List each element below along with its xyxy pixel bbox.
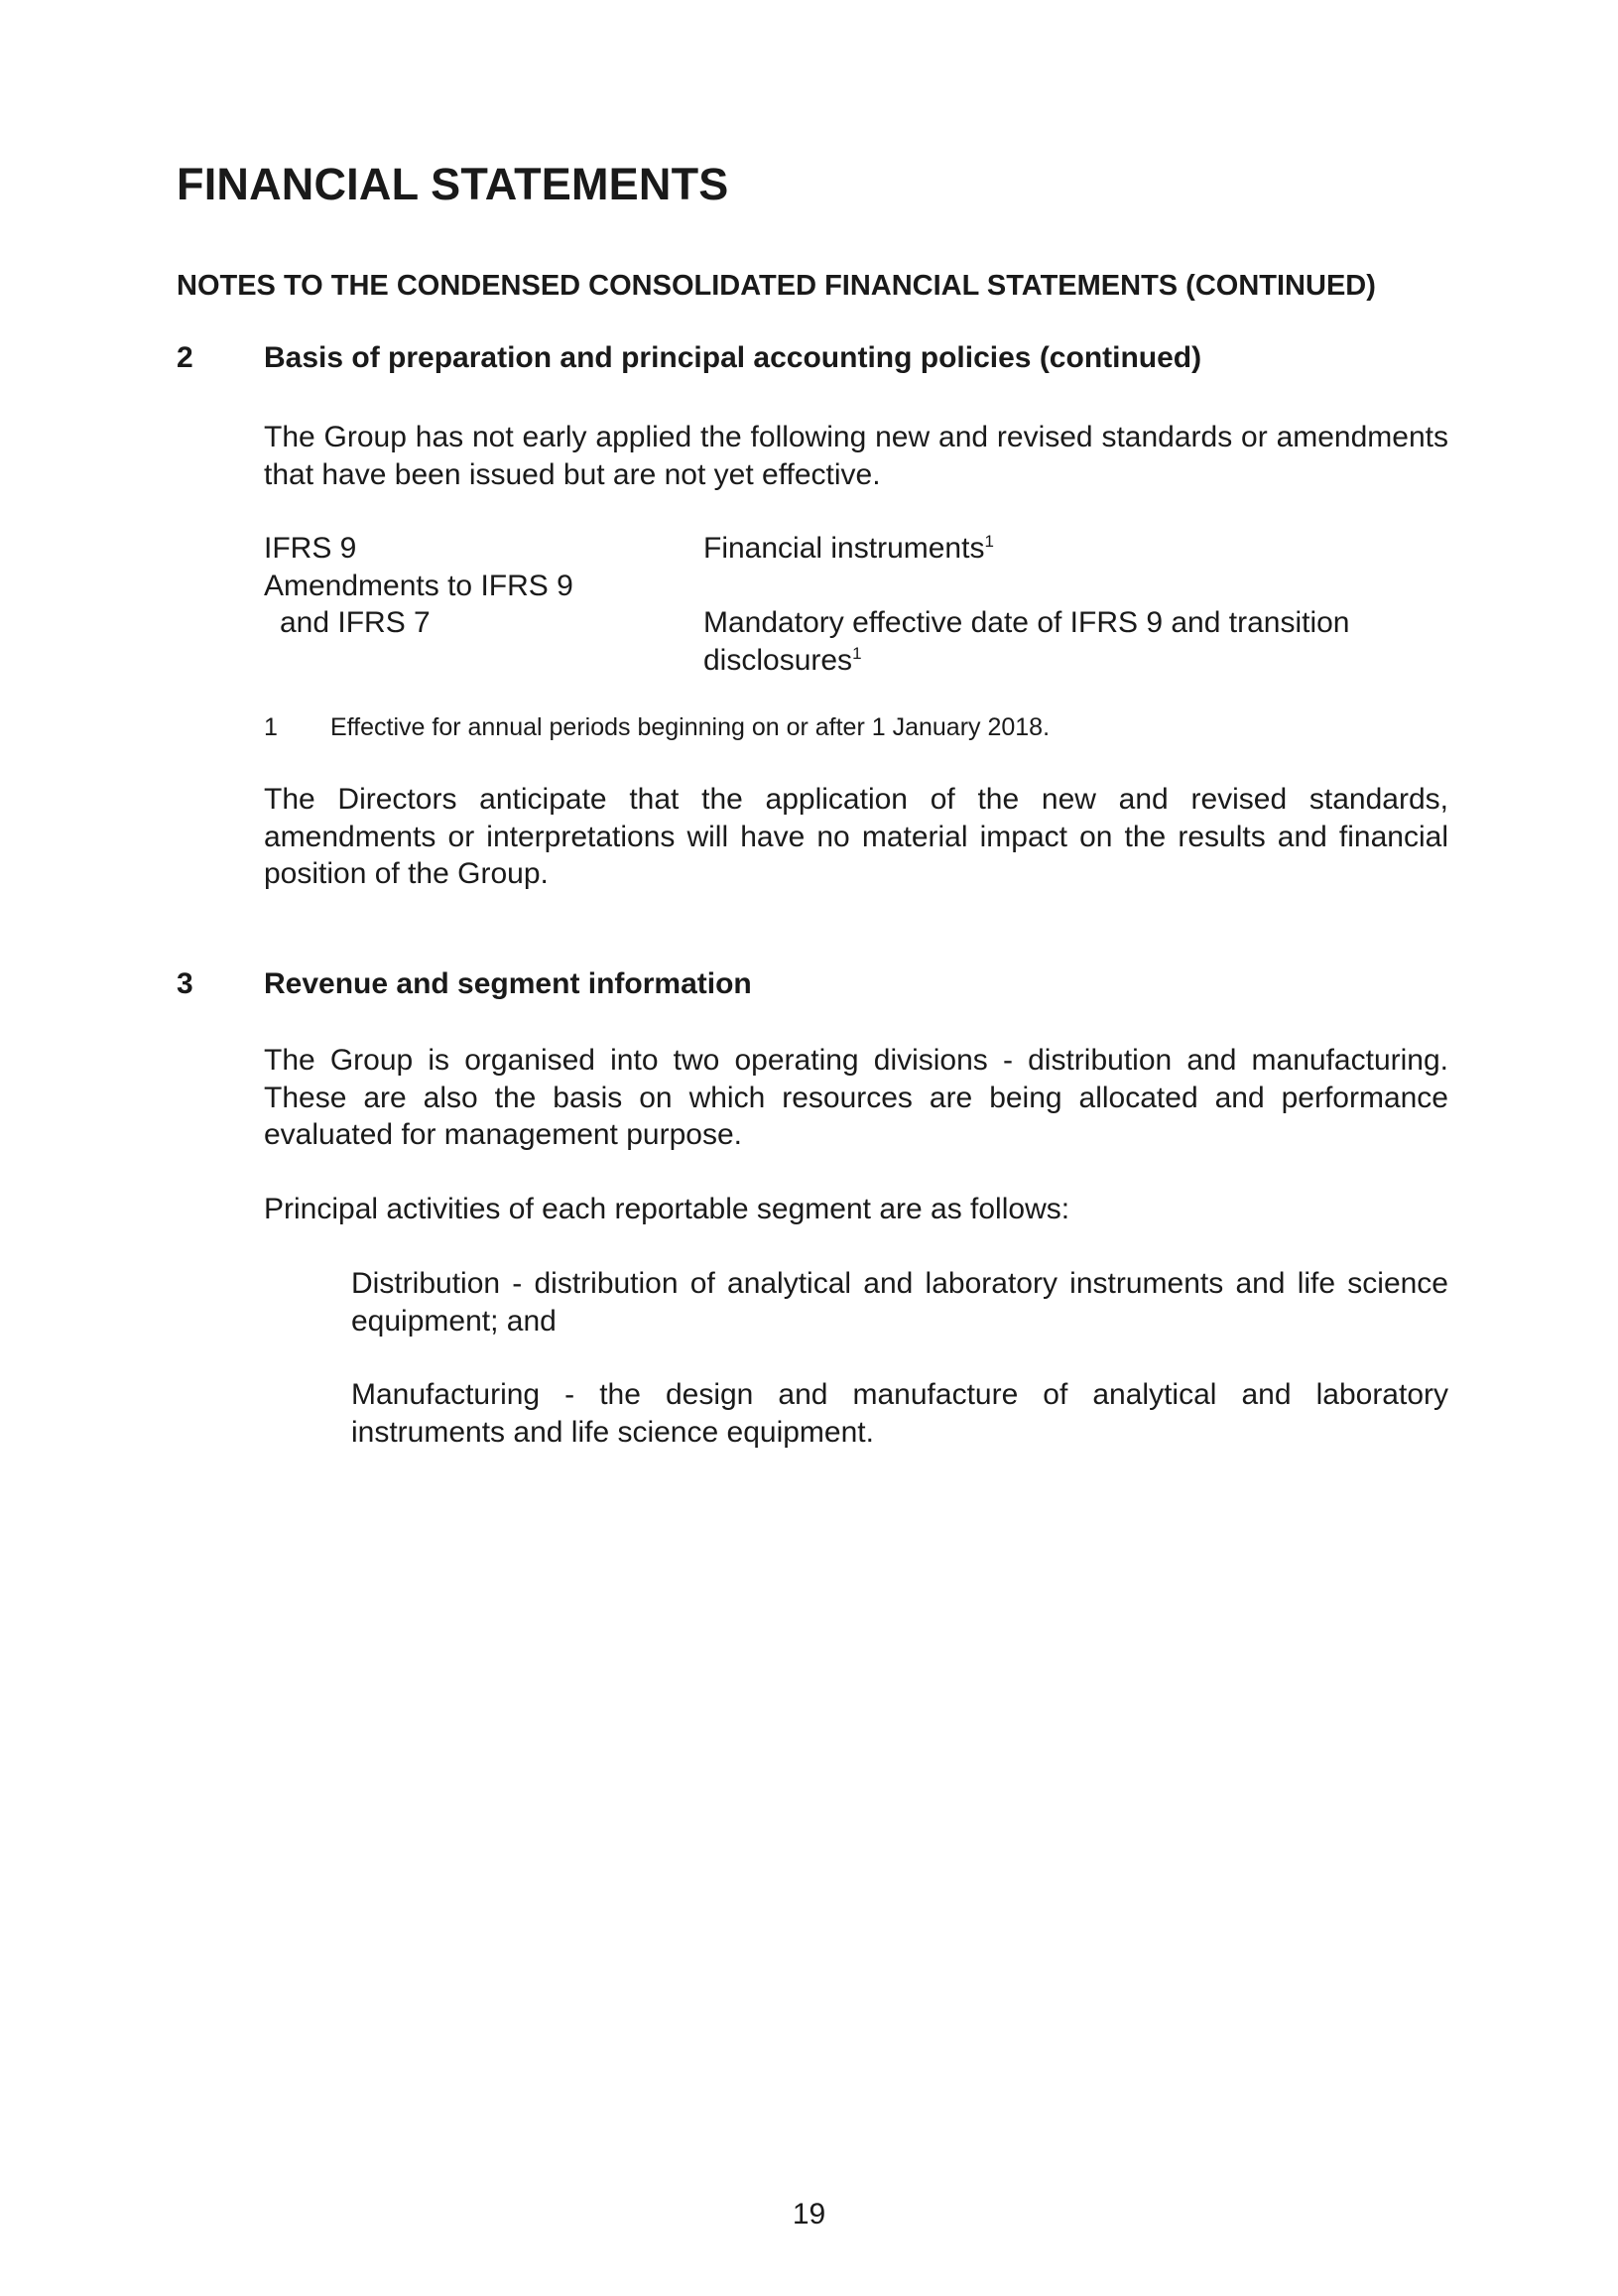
section-2-title: Basis of preparation and principal accounting policies (continued) [264, 341, 1202, 374]
standard-description-text: Financial instruments [703, 532, 985, 565]
section-3-title: Revenue and segment information [264, 967, 752, 1000]
standard-name: IFRS 9 [264, 532, 357, 565]
footnote-number: 1 [264, 713, 278, 741]
section-3-intro: The Group is organised into two operating divisions - distribution and manufacturing. These are also the basis on which resources are being allocated and performance evaluated for management purpose. [264, 1044, 1448, 1151]
page-title: FINANCIAL STATEMENTS [177, 159, 729, 209]
section-2-conclusion: The Directors anticipate that the application of the new and revised standards, amendments or interpretations will have no material impact on the results and financial position of the Group. [264, 783, 1448, 890]
standard-description: Mandatory effective date of IFRS 9 and transition [703, 606, 1350, 639]
segment-distribution: Distribution - distribution of analytical and laboratory instruments and life science equipment; and [351, 1267, 1448, 1338]
standard-description-text: disclosures [703, 644, 853, 677]
notes-heading: NOTES TO THE CONDENSED CONSOLIDATED FINANCIAL STATEMENTS (CONTINUED) [177, 270, 1376, 302]
segment-manufacturing: Manufacturing - the design and manufacture of analytical and laboratory instruments and life science equipment. [351, 1378, 1448, 1449]
standard-name-continued: and IFRS 7 [280, 606, 431, 639]
standard-description-continued [703, 642, 862, 680]
section-2-number: 2 [177, 341, 193, 374]
footnote-ref: 1 [984, 532, 994, 551]
section-2-intro: The Group has not early applied the following new and revised standards or amendments that have been issued but are not yet effective. [264, 421, 1448, 491]
footnote-text: Effective for annual periods beginning on or after 1 January 2018. [330, 713, 1051, 741]
footnote-ref: 1 [852, 644, 862, 663]
page-number: 19 [792, 2198, 826, 2231]
activities-heading: Principal activities of each reportable segment are as follows: [264, 1193, 1070, 1225]
standard-name: Amendments to IFRS 9 [264, 570, 573, 602]
section-3-number: 3 [177, 967, 193, 1000]
standard-description [703, 530, 994, 568]
